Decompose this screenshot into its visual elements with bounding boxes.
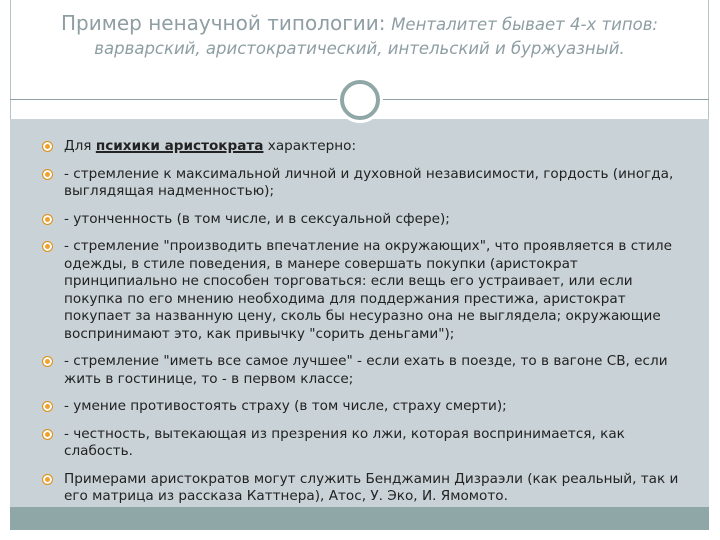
bullet-emphasis: психики аристократа <box>95 138 264 154</box>
orange-circle-bullet-icon <box>42 429 53 440</box>
orange-circle-bullet-icon <box>42 356 53 367</box>
orange-circle-bullet-icon <box>42 474 53 485</box>
bullet-item <box>42 238 682 343</box>
bullet-text: - честность, вытекающая из презрения ко лжи, которая воспринимается, как слабость. <box>64 425 625 459</box>
bullet-prefix: Для <box>64 138 92 154</box>
bullet-text: Примерами аристократов могут служить Бенджамин Дизраэли (как реальный, так и его матрица из рассказа Каттнера), Атос, У. Эко, И. Ямомото. <box>64 470 679 504</box>
orange-circle-bullet-icon <box>42 141 53 152</box>
bullet-item <box>42 471 682 506</box>
bullet-item-intro <box>42 138 682 156</box>
bullet-text: - стремление "производить впечатление на окружающих", что проявляется в стиле одежды, в стиле поведения, в манере совершать покупки (аристократ принципиально не способен торговаться: если вещь его устраивает, или если покупка по его мнению необходима для поддержания престижа, аристократ покупает за названную цену, сколь бы несуразно она не выглядела; окружающие воспринимают это, как привычку "сорить деньгами"); <box>64 238 672 342</box>
bullet-text: - стремление к максимальной личной и духовной независимости, гордость (иногда, выглядящая надменностью); <box>64 165 674 199</box>
bullet-item <box>42 211 682 229</box>
bullet-list <box>42 138 682 516</box>
bullet-suffix: характерно: <box>267 138 357 154</box>
bullet-item <box>42 398 682 416</box>
bullet-text: - стремление "иметь все самое лучшее" - если ехать в поезде, то в вагоне СВ, если жить в гостинице, то - в первом классе; <box>64 353 668 387</box>
bullet-text: - утонченность (в том числе, и в сексуальной сфере); <box>64 210 450 227</box>
bullet-text: - умение противостоять страху (в том числе, страху смерти); <box>64 398 507 414</box>
bullet-item <box>42 353 682 388</box>
bullet-item <box>42 166 682 201</box>
title-plain-text: Пример ненаучной типологии: <box>61 11 386 35</box>
orange-circle-bullet-icon <box>42 169 53 180</box>
orange-circle-bullet-icon <box>42 401 53 412</box>
orange-circle-bullet-icon <box>42 214 53 225</box>
bullet-item <box>42 426 682 461</box>
ring-ornament-icon <box>340 80 380 120</box>
orange-circle-bullet-icon <box>42 241 53 252</box>
title-italic-text: Менталитет бывает 4-х типов: варварский, аристократический, интельский и буржуазный. <box>94 15 658 58</box>
